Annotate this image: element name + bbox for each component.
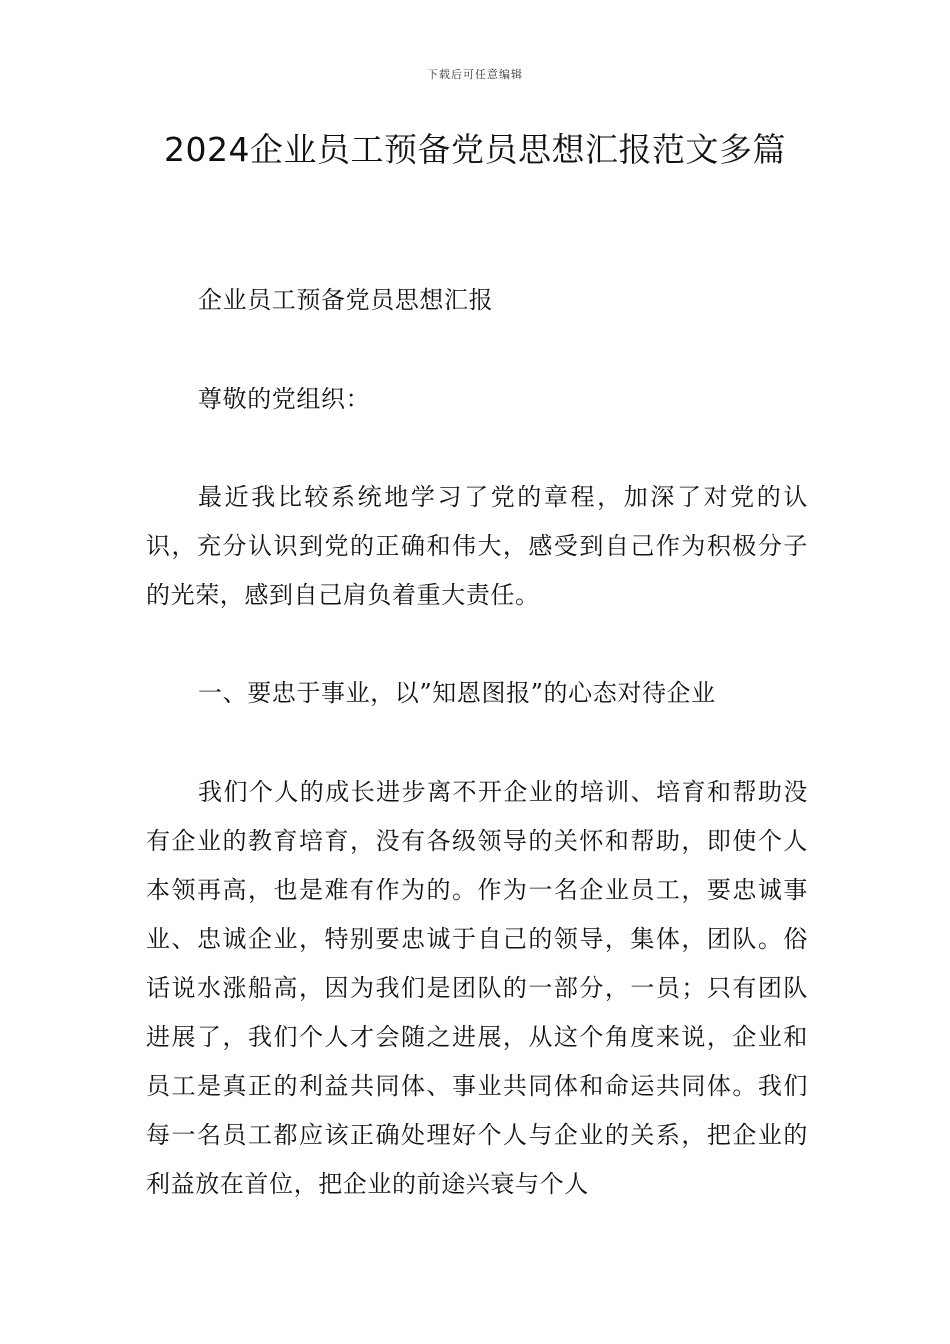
page-title: 2024企业员工预备党员思想汇报范文多篇	[164, 130, 786, 169]
salutation-text: 尊敬的党组织：	[198, 385, 371, 413]
paragraph-2	[146, 768, 808, 1209]
report-subtitle	[146, 276, 808, 325]
header-note: 下载后可任意编辑	[427, 68, 523, 81]
paragraph-2-text: 我们个人的成长进步离不开企业的培训、培育和帮助没有企业的教育培育，没有各级领导的关怀和帮助，即使个人本领再高，也是难有作为的。作为一名企业员工，要忠诚事业、忠诚企业，特别要忠诚于自己的领导，集体，团队。俗话说水涨船高，因为我们是团队的一部分，一员；只有团队进展了，我们个人才会随之进展，从这个角度来说，企业和员工是真正的利益共同体、事业共同体和命运共同体。我们每一名员工都应该正确处理好个人与企业的关系，把企业的利益放在首位，把企业的前途兴衰与个人	[146, 778, 808, 1198]
paragraph-1-text: 最近我比较系统地学习了党的章程，加深了对党的认识，充分认识到党的正确和伟大，感受到自己作为积极分子的光荣，感到自己肩负着重大责任。	[146, 483, 808, 609]
salutation	[146, 375, 808, 424]
section-heading-1-text: 一、要忠于事业，以”知恩图报”的心态对待企业	[198, 679, 716, 707]
subtitle-text: 企业员工预备党员思想汇报	[198, 286, 494, 314]
paragraph-1	[146, 473, 808, 620]
section-heading-1	[146, 669, 808, 718]
